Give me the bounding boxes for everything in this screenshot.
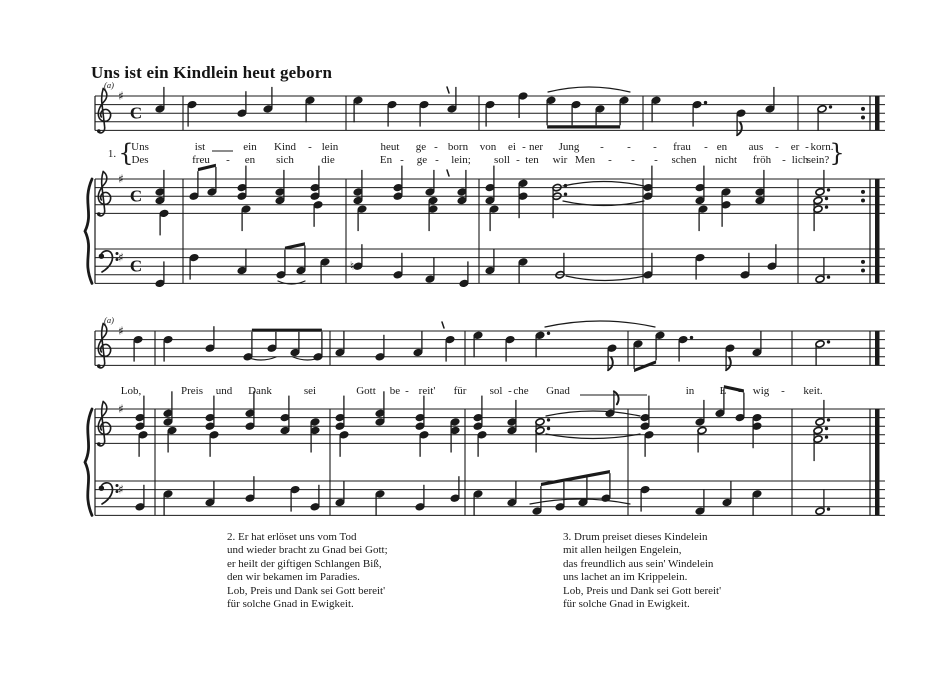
lyric-syllable: nicht — [715, 154, 737, 166]
verse-line: für solche Gnad in Ewigkeit. — [563, 598, 690, 611]
lyric-syllable: En — [379, 154, 393, 166]
lyric-syllable: heut — [380, 141, 400, 153]
verse-line: 2. Er hat erlöset uns vom Tod — [227, 531, 357, 543]
slur — [566, 276, 644, 281]
lyric-syllable: ist — [194, 141, 206, 153]
lyric-syllable: fröh — [752, 154, 772, 166]
lyric-syllable: freu — [192, 154, 210, 166]
beam — [634, 360, 656, 372]
lyric-brace-close: } — [829, 139, 845, 167]
beam — [547, 125, 620, 128]
lyric-syllable: korn. — [810, 141, 834, 153]
brace-icon — [85, 409, 92, 515]
augmentation-dot — [564, 193, 567, 196]
footnote-annotation: (a) — [104, 315, 114, 325]
lyric-syllable: - — [600, 141, 604, 153]
slur — [548, 87, 630, 92]
time-signature: C — [129, 186, 143, 206]
lyric-syllable: Men — [574, 154, 596, 166]
clef-bass-icon — [99, 254, 104, 259]
lyric-syllable: ei — [508, 141, 516, 153]
verse-line: er heilt der giftigen Schlangen Biß, — [227, 557, 382, 570]
lyric-syllable: und — [215, 385, 233, 397]
final-barline — [875, 96, 880, 130]
lyric-syllable: ge — [415, 141, 427, 153]
lyric-syllable: - — [226, 154, 230, 166]
eighth-flag — [737, 122, 742, 135]
lyric-syllable: - — [508, 385, 512, 397]
verse-line: das freundlich aus sein' Windelein — [563, 557, 714, 570]
lyric-syllable: wig — [752, 385, 770, 397]
lyric-syllable: born — [447, 141, 469, 153]
lyric-syllable: Preis — [181, 385, 203, 397]
slur — [545, 321, 655, 327]
lyric-syllable: Kind — [274, 141, 296, 153]
lyric-syllable: Des — [131, 154, 149, 166]
lyric-syllable: E — [719, 385, 727, 397]
lyric-syllable: sich — [276, 154, 294, 166]
lyric-syllable: Lob, — [120, 385, 142, 397]
lyric-syllable: ner — [528, 141, 544, 153]
verse-line: mit allen heilgen Engelein, — [563, 544, 682, 557]
augmentation-dot — [825, 205, 828, 208]
verse-number: 1. — [107, 148, 117, 160]
accidental: ♮ — [349, 259, 355, 274]
brace-icon — [85, 179, 92, 283]
lyric-syllable: en — [716, 141, 728, 153]
lyric-brace-open: { — [118, 139, 134, 167]
lyric-syllable: sei — [303, 385, 317, 397]
breath-mark — [442, 322, 444, 328]
lyric-syllable: für — [453, 385, 467, 397]
augmentation-dot — [827, 340, 830, 343]
lyric-syllable: sein? — [806, 154, 830, 166]
verse-line: uns lachet an im Krippelein. — [563, 571, 688, 584]
augmentation-dot — [829, 105, 832, 108]
lyric-syllable: - — [434, 141, 438, 153]
lyric-syllable: in — [685, 385, 695, 397]
lyric-syllable: reit' — [418, 385, 436, 397]
lyric-syllable: - — [805, 141, 809, 153]
eighth-flag — [608, 357, 613, 370]
lyric-syllable: er — [790, 141, 800, 153]
lyric-syllable: - — [782, 154, 786, 166]
verse-line: für solche Gnad in Ewigkeit. — [227, 598, 354, 611]
clef-treble-icon — [97, 129, 101, 133]
time-signature: C — [129, 256, 143, 276]
lyric-syllable: - — [435, 154, 439, 166]
lyric-syllable: Gnad — [546, 385, 570, 397]
lyric-syllable: Gott — [356, 385, 376, 397]
lyric-syllable: keit. — [803, 385, 823, 397]
song-title: Uns ist ein Kindlein heut geborn — [91, 63, 333, 82]
key-sharp-icon: ♯ — [118, 250, 124, 265]
lyric-syllable: die — [321, 154, 335, 166]
lyric-syllable: - — [608, 154, 612, 166]
eighth-flag — [614, 391, 619, 404]
lyric-syllable: soll — [494, 154, 510, 166]
key-sharp-icon: ♯ — [118, 324, 124, 338]
lyric-syllable: - — [627, 141, 631, 153]
augmentation-dot — [827, 418, 830, 421]
breath-mark — [447, 170, 449, 176]
verse-line: 3. Drum preiset dieses Kindelein — [563, 531, 708, 543]
key-sharp-icon: ♯ — [118, 482, 124, 497]
lyric-syllable: sol — [489, 385, 503, 397]
verse-line: und wieder bracht zu Gnad bei Gott; — [227, 544, 388, 557]
repeat-dots — [861, 107, 865, 111]
lyric-syllable: lein — [321, 141, 339, 153]
lyric-syllable: ge — [416, 154, 428, 166]
lyric-syllable: Uns — [131, 141, 149, 153]
eighth-flag — [726, 357, 731, 370]
slur — [546, 411, 640, 416]
augmentation-dot — [827, 507, 830, 510]
key-sharp-icon: ♯ — [118, 402, 124, 416]
augmentation-dot — [547, 418, 550, 421]
beam — [252, 329, 322, 332]
time-signature: C — [129, 103, 143, 123]
verse-line: Lob, Preis und Dank sei Gott bereit' — [563, 584, 722, 597]
lyric-syllable: - — [631, 154, 635, 166]
final-barline — [875, 179, 880, 283]
lyric-syllable: - — [704, 141, 708, 153]
lyric-syllable: - — [654, 154, 658, 166]
lyric-syllable: wir — [552, 154, 568, 166]
lyric-syllable: che — [513, 385, 529, 397]
lyric-syllable: - — [781, 385, 785, 397]
lyric-syllable: en — [244, 154, 256, 166]
lyric-syllable: von — [479, 141, 497, 153]
lyric-syllable: - — [516, 154, 520, 166]
augmentation-dot — [825, 197, 828, 200]
repeat-dots — [861, 116, 865, 120]
lyric-syllable: - — [308, 141, 312, 153]
augmentation-dot — [825, 427, 828, 430]
verse-3-block — [563, 531, 721, 611]
lyric-syllable: - — [775, 141, 779, 153]
repeat-dots — [861, 190, 865, 194]
repeat-dots — [861, 260, 865, 264]
footnote-annotation: (a) — [104, 80, 114, 90]
verse-2-block — [227, 531, 388, 611]
lyric-syllable: Dank — [248, 385, 272, 397]
repeat-dots — [861, 199, 865, 203]
key-sharp-icon: ♯ — [118, 172, 124, 186]
final-barline — [875, 331, 880, 365]
lyric-syllable: ein — [243, 141, 257, 153]
lyric-syllable: aus — [748, 141, 764, 153]
lyric-syllable: frau — [673, 141, 691, 153]
lyric-syllable: lein; — [451, 154, 471, 166]
clef-bass-icon — [99, 486, 104, 491]
lyric-syllable: lich — [791, 154, 809, 166]
lyric-syllable: ten — [525, 154, 539, 166]
clef-treble-icon — [97, 442, 101, 446]
breath-mark — [447, 87, 449, 93]
augmentation-dot — [704, 101, 707, 104]
augmentation-dot — [825, 435, 828, 438]
clef-treble-icon — [97, 212, 101, 216]
repeat-dots — [861, 269, 865, 273]
augmentation-dot — [547, 332, 550, 335]
lyric-syllable: - — [522, 141, 526, 153]
augmentation-dot — [690, 336, 693, 339]
final-barline — [875, 409, 880, 515]
lyric-syllable: - — [653, 141, 657, 153]
lyric-syllable: schen — [671, 154, 697, 166]
augmentation-dot — [827, 275, 830, 278]
clef-treble-icon — [97, 364, 101, 368]
verse-line: Lob, Preis und Dank sei Gott bereit' — [227, 584, 386, 597]
lyric-syllable: - — [400, 154, 404, 166]
lyric-syllable: be — [389, 385, 401, 397]
lyric-syllable: Jung — [558, 141, 580, 153]
slur — [563, 182, 644, 187]
augmentation-dot — [827, 188, 830, 191]
key-sharp-icon: ♯ — [118, 89, 124, 103]
verse-line: den wir bekamen im Paradies. — [227, 571, 360, 584]
augmentation-dot — [547, 427, 550, 430]
beam — [541, 470, 610, 486]
lyric-syllable: - — [405, 385, 409, 397]
